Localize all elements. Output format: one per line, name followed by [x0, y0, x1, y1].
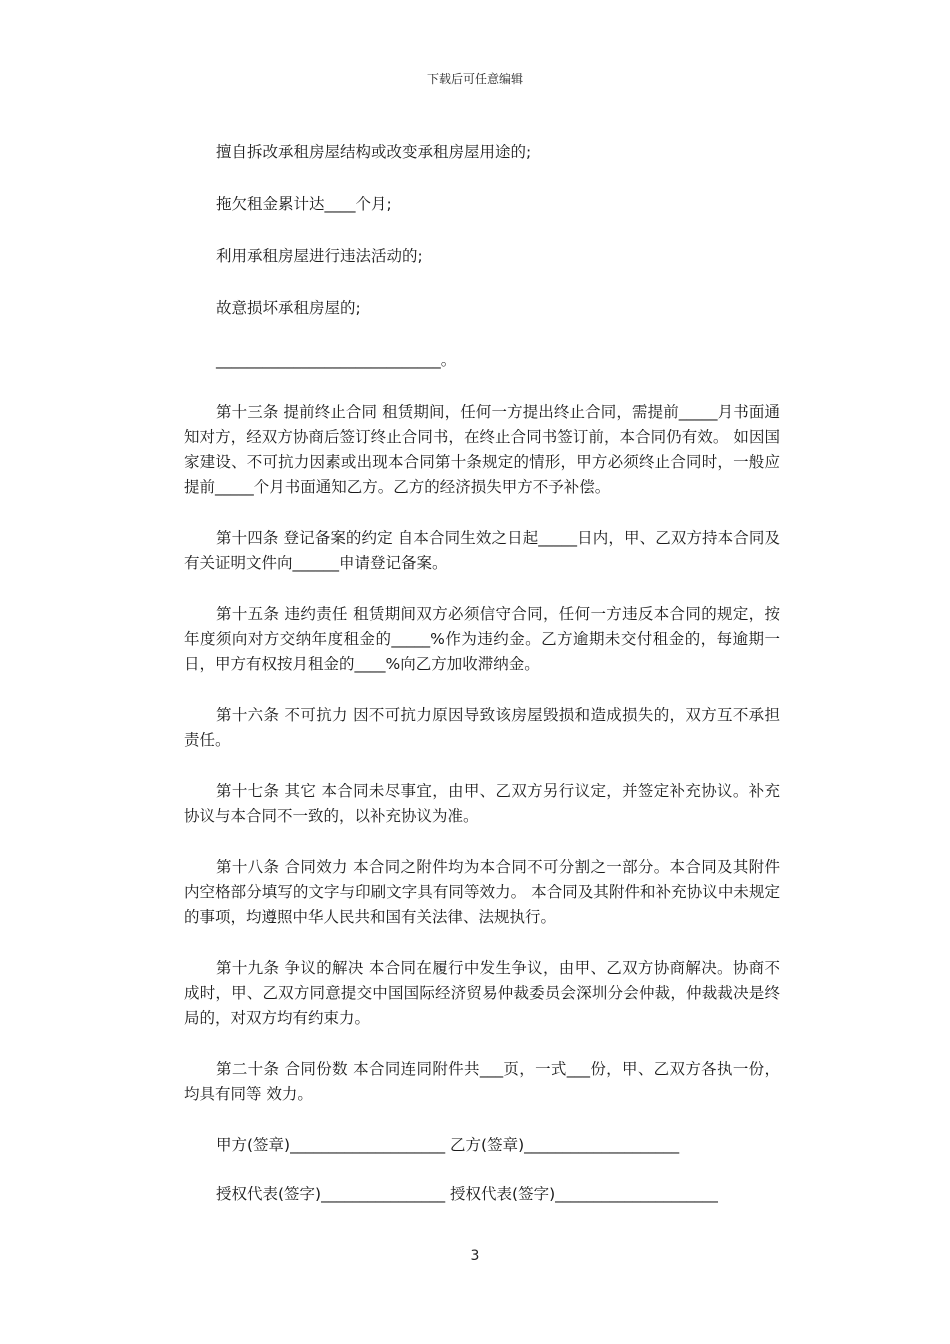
- clause-item-d: 故意损坏承租房屋的;: [216, 299, 361, 317]
- signature-line-parties: 甲方(签章)____________________ 乙方(签章)____________________: [216, 1136, 680, 1154]
- article-18: 第十八条 合同效力 本合同之附件均为本合同不可分割之一部分。本合同及其附件内空格部分填写的文字与印刷文字具有同等效力。 本合同及其附件和补充协议中未规定的事项，均遵照中华人民共和国有关法律、法规执行。: [184, 858, 780, 926]
- article-14: 第十四条 登记备案的约定 自本合同生效之日起_____日内，甲、乙双方持本合同及有关证明文件向______申请登记备案。: [184, 529, 780, 572]
- article-16: 第十六条 不可抗力 因不可抗力原因导致该房屋毁损和造成损失的，双方互不承担责任。: [184, 706, 780, 749]
- article-20: 第二十条 合同份数 本合同连同附件共___页，一式___份，甲、乙双方各执一份，均具有同等 效力。: [184, 1060, 780, 1103]
- signature-line-representatives: 授权代表(签字)________________ 授权代表(签字)_____________________: [216, 1185, 718, 1203]
- article-15: 第十五条 违约责任 租赁期间双方必须信守合同，任何一方违反本合同的规定，按年度须向对方交纳年度租金的_____%作为违约金。乙方逾期未交付租金的，每逾期一日，甲方有权按月租金的____%向乙方加收滞纳金。: [184, 605, 780, 673]
- page-header: 下载后可任意编辑: [426, 72, 523, 86]
- clause-item-b: 拖欠租金累计达____个月;: [216, 195, 392, 213]
- article-17: 第十七条 其它 本合同未尽事宜，由甲、乙双方另行议定，并签定补充协议。补充协议与本合同不一致的，以补充协议为准。: [184, 782, 780, 825]
- page-number: 3: [470, 1248, 480, 1264]
- article-13: 第十三条 提前终止合同 租赁期间，任何一方提出终止合同，需提前_____月书面通知对方，经双方协商后签订终止合同书，在终止合同书签订前，本合同仍有效。 如因国家建设、不可抗力因素或出现本合同第十条规定的情形，甲方必须终止合同时，一般应提前_____个月书面通知乙方。乙方的经济损失甲方不予补偿。: [184, 403, 780, 496]
- clause-item-e: _____________________________。: [216, 351, 457, 369]
- document-body: [184, 140, 780, 1231]
- article-19: 第十九条 争议的解决 本合同在履行中发生争议，由甲、乙双方协商解决。协商不成时，甲、乙双方同意提交中国国际经济贸易仲裁委员会深圳分会仲裁，仲裁裁决是终局的，对双方均有约束力。: [184, 959, 780, 1027]
- clause-item-c: 利用承租房屋进行违法活动的;: [216, 247, 423, 265]
- clause-item-a: 擅自拆改承租房屋结构或改变承租房屋用途的;: [216, 143, 532, 161]
